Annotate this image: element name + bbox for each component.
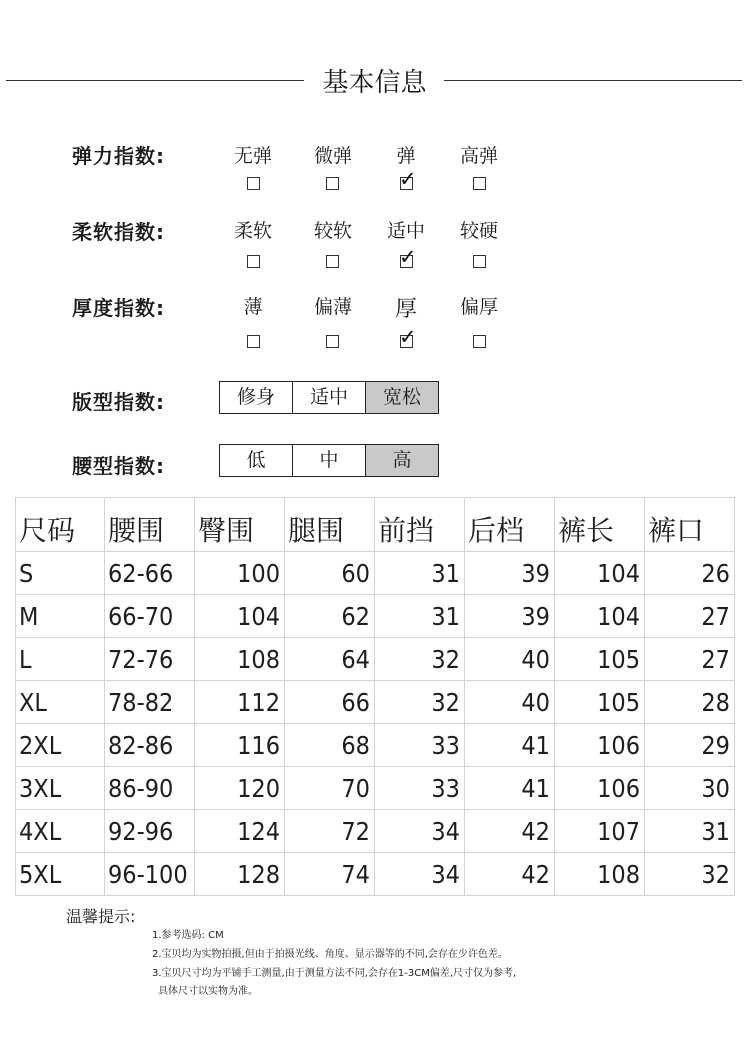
- checkbox-checked[interactable]: [399, 167, 417, 191]
- option-label: 厚: [394, 297, 417, 322]
- checkbox[interactable]: [247, 177, 260, 190]
- checkbox-checked[interactable]: [399, 325, 417, 349]
- option-label: 高弹: [459, 145, 498, 167]
- measure-cell: 31: [375, 595, 465, 638]
- option-label: 偏厚: [459, 296, 498, 318]
- measure-cell: 32: [375, 681, 465, 724]
- column-header: 裤长: [555, 498, 645, 552]
- measure-cell: 40: [465, 638, 555, 681]
- size-cell: 5XL: [16, 853, 105, 896]
- checkbox[interactable]: [473, 255, 486, 268]
- size-cell: 3XL: [16, 767, 105, 810]
- measure-cell: 124: [195, 810, 285, 853]
- measure-cell: 31: [375, 552, 465, 595]
- measure-cell: 33: [375, 767, 465, 810]
- column-header: 腰围: [105, 498, 195, 552]
- measure-cell: 62-66: [105, 552, 195, 595]
- table-row: [16, 810, 735, 853]
- measure-cell: 62: [285, 595, 375, 638]
- title-rule-right: [444, 80, 742, 81]
- option-label: 薄: [243, 296, 263, 318]
- table-row: [16, 595, 735, 638]
- option-label: 弹: [396, 145, 416, 167]
- measure-cell: 107: [555, 810, 645, 853]
- size-cell: XL: [16, 681, 105, 724]
- measure-cell: 34: [375, 853, 465, 896]
- measure-cell: 120: [195, 767, 285, 810]
- fit-option[interactable]: 修身: [220, 382, 293, 413]
- table-row: [16, 724, 735, 767]
- measure-cell: 34: [375, 810, 465, 853]
- measure-cell: 116: [195, 724, 285, 767]
- measure-cell: 40: [465, 681, 555, 724]
- waist-selector: [219, 444, 439, 477]
- size-cell: S: [16, 552, 105, 595]
- checkbox[interactable]: [247, 255, 260, 268]
- option-label: 柔软: [233, 220, 272, 242]
- measure-cell: 68: [285, 724, 375, 767]
- option-label: 较软: [313, 220, 352, 242]
- column-header: 裤口: [645, 498, 735, 552]
- measure-cell: 70: [285, 767, 375, 810]
- column-header: 臀围: [195, 498, 285, 552]
- measure-cell: 72-76: [105, 638, 195, 681]
- checkbox[interactable]: [326, 255, 339, 268]
- note-line: 具体尺寸以实物为准。: [158, 986, 258, 997]
- measure-cell: 92-96: [105, 810, 195, 853]
- fit-option[interactable]: 适中: [293, 382, 366, 413]
- measure-cell: 29: [645, 724, 735, 767]
- measure-cell: 66-70: [105, 595, 195, 638]
- measure-cell: 86-90: [105, 767, 195, 810]
- measure-cell: 128: [195, 853, 285, 896]
- measure-cell: 78-82: [105, 681, 195, 724]
- table-row: [16, 767, 735, 810]
- size-table: [15, 497, 735, 896]
- measure-cell: 74: [285, 853, 375, 896]
- measure-cell: 104: [555, 595, 645, 638]
- measure-cell: 39: [465, 595, 555, 638]
- index-label: 弹力指数:: [72, 144, 165, 168]
- measure-cell: 104: [555, 552, 645, 595]
- measure-cell: 105: [555, 638, 645, 681]
- fit-option-selected[interactable]: 宽松: [366, 382, 438, 413]
- index-label: 厚度指数:: [72, 296, 165, 320]
- index-label: 柔软指数:: [72, 220, 165, 244]
- option-label: 较硬: [459, 220, 498, 242]
- measure-cell: 66: [285, 681, 375, 724]
- measure-cell: 27: [645, 638, 735, 681]
- measure-cell: 30: [645, 767, 735, 810]
- measure-cell: 100: [195, 552, 285, 595]
- table-row: [16, 638, 735, 681]
- measure-cell: 28: [645, 681, 735, 724]
- measure-cell: 32: [375, 638, 465, 681]
- checkbox[interactable]: [247, 335, 260, 348]
- measure-cell: 42: [465, 810, 555, 853]
- waist-option-selected[interactable]: 高: [366, 445, 438, 476]
- measure-cell: 32: [645, 853, 735, 896]
- column-header: 腿围: [285, 498, 375, 552]
- waist-label: 腰型指数:: [72, 454, 165, 478]
- table-header-row: [16, 498, 735, 552]
- measure-cell: 72: [285, 810, 375, 853]
- measure-cell: 108: [555, 853, 645, 896]
- page-title: 基本信息: [322, 68, 427, 98]
- option-label: 偏薄: [313, 296, 352, 318]
- measure-cell: 26: [645, 552, 735, 595]
- measure-cell: 82-86: [105, 724, 195, 767]
- measure-cell: 105: [555, 681, 645, 724]
- check-mark-icon: ✓: [399, 325, 417, 349]
- checkbox[interactable]: [326, 335, 339, 348]
- column-header: 后档: [465, 498, 555, 552]
- note-line: 2.宝贝均为实物拍摄,但由于拍摄光线、角度、显示器等的不同,会存在少许色差。: [152, 949, 508, 960]
- measure-cell: 96-100: [105, 853, 195, 896]
- measure-cell: 41: [465, 724, 555, 767]
- measure-cell: 42: [465, 853, 555, 896]
- measure-cell: 112: [195, 681, 285, 724]
- option-label: 微弹: [313, 145, 352, 167]
- check-mark-icon: ✓: [399, 167, 417, 191]
- measure-cell: 41: [465, 767, 555, 810]
- fit-label: 版型指数:: [72, 390, 165, 414]
- table-row: [16, 853, 735, 896]
- table-row: [16, 681, 735, 724]
- measure-cell: 31: [645, 810, 735, 853]
- measure-cell: 106: [555, 767, 645, 810]
- measure-cell: 39: [465, 552, 555, 595]
- checkbox[interactable]: [473, 177, 486, 190]
- column-header: 前挡: [375, 498, 465, 552]
- measure-cell: 60: [285, 552, 375, 595]
- waist-option[interactable]: 低: [220, 445, 293, 476]
- fit-selector: [219, 381, 439, 414]
- measure-cell: 33: [375, 724, 465, 767]
- notes-title: 温馨提示:: [66, 907, 136, 926]
- note-line: 1.参考选码: CM: [152, 930, 224, 941]
- measure-cell: 27: [645, 595, 735, 638]
- checkbox[interactable]: [473, 335, 486, 348]
- option-label: 适中: [386, 220, 425, 242]
- option-label: 无弹: [233, 145, 272, 167]
- checkbox[interactable]: [326, 177, 339, 190]
- check-mark-icon: ✓: [399, 245, 417, 269]
- size-cell: M: [16, 595, 105, 638]
- table-row: [16, 552, 735, 595]
- measure-cell: 64: [285, 638, 375, 681]
- size-cell: L: [16, 638, 105, 681]
- checkbox-checked[interactable]: [399, 245, 417, 269]
- measure-cell: 104: [195, 595, 285, 638]
- size-cell: 4XL: [16, 810, 105, 853]
- waist-option[interactable]: 中: [293, 445, 366, 476]
- measure-cell: 106: [555, 724, 645, 767]
- note-line: 3.宝贝尺寸均为平铺手工测量,由于测量方法不同,会存在1-3CM偏差,尺寸仅为参考,: [152, 968, 517, 979]
- column-header: 尺码: [16, 498, 105, 552]
- measure-cell: 108: [195, 638, 285, 681]
- size-cell: 2XL: [16, 724, 105, 767]
